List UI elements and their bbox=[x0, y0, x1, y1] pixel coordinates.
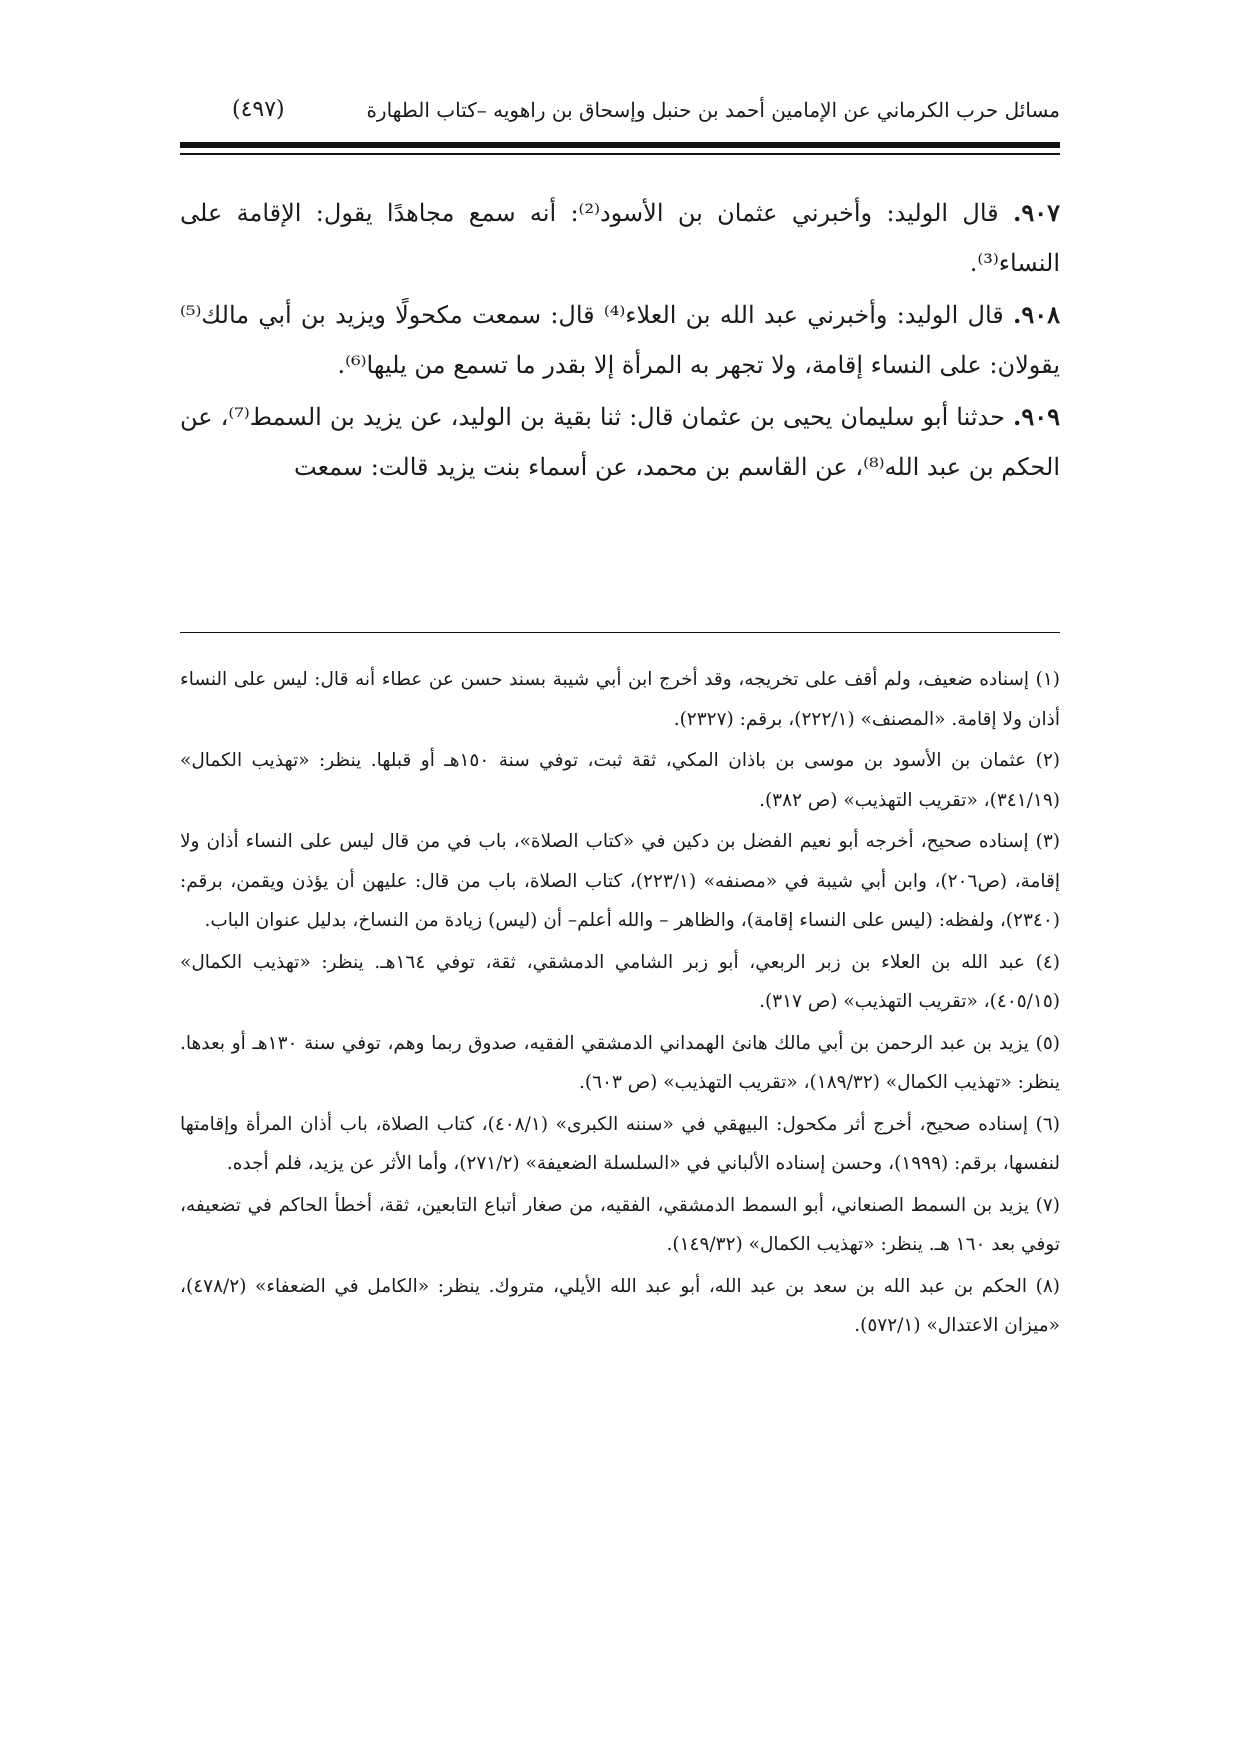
entry-907 bbox=[180, 188, 1060, 288]
footnote-5: (٥) يزيد بن عبد الرحمن بن أبي مالك هانئ الهمداني الدمشقي الفقيه، صدوق ربما وهم، توفي سنة ١٣٠هـ أو بعدها. ينظر: «تهذيب الكمال» (١٨٩/٣٢)، «تقريب التهذيب» (ص ٦٠٣). bbox=[180, 1032, 1060, 1093]
entry-number: ٩٠٩. bbox=[1012, 402, 1060, 431]
page-header bbox=[180, 88, 1060, 132]
main-text bbox=[180, 188, 1060, 494]
footnote-4: (٤) عبد الله بن العلاء بن زبر الربعي، أبو زبر الشامي الدمشقي، ثقة، توفي ١٦٤هـ. ينظر: «تهذيب الكمال» (٤٠٥/١٥)، «تقريب التهذيب» (ص ٣١٧). bbox=[180, 951, 1060, 1012]
footnote-3: (٣) إسناده صحيح، أخرجه أبو نعيم الفضل بن دكين في «كتاب الصلاة»، باب في من قال ليس على النساء أذان ولا إقامة، (ص٢٠٦)، وابن أبي شيبة في «مصنفه» (٢٢٣/١)، كتاب الصلاة، باب من قال: عليهن أن يؤذن ويقمن، برقم: (٢٣٤٠)، ولفظه: (ليس على النساء إقامة)، والظاهر – والله أعلم– أن (ليس) زيادة من النساخ، بدليل عنوان الباب. bbox=[180, 831, 1060, 931]
entry-number: ٩٠٧. bbox=[1012, 198, 1060, 227]
running-title: مسائل حرب الكرماني عن الإمامين أحمد بن حنبل وإسحاق بن راهويه –كتاب الطهارة bbox=[366, 98, 1060, 122]
footnote-7: (٧) يزيد بن السمط الصنعاني، أبو السمط الدمشقي، الفقيه، من صغار أتباع التابعين، ثقة، أخطأ الحاكم في تضعيفه، توفي بعد ١٦٠ هـ. ينظر: «تهذيب الكمال» (١٤٩/٣٢). bbox=[180, 1194, 1060, 1255]
entry-text: قال الوليد: وأخبرني عبد الله بن العلاء⁽⁴⁾ قال: سمعت مكحولًا ويزيد بن أبي مالك⁽⁵⁾ يقولان: على النساء إقامة، ولا تجهر به المرأة إلا بقدر ما تسمع من يليها⁽⁶⁾. bbox=[180, 301, 1060, 379]
entry-909 bbox=[180, 392, 1060, 492]
header-rule-thick bbox=[180, 142, 1060, 148]
footnote-2: (٢) عثمان بن الأسود بن موسى بن باذان المكي، ثقة ثبت، توفي سنة ١٥٠هـ أو قبلها. ينظر: «تهذيب الكمال» (٣٤١/١٩)، «تقريب التهذيب» (ص ٣٨٢). bbox=[180, 750, 1060, 811]
footnote-6: (٦) إسناده صحيح، أخرج أثر مكحول: البيهقي في «سننه الكبرى» (٤٠٨/١)، كتاب الصلاة، باب أذان المرأة وإقامتها لنفسها، برقم: (١٩٩٩)، وحسن إسناده الألباني في «السلسلة الضعيفة» (٢٧١/٢)، وأما الأثر عن يزيد، فلم أجده. bbox=[180, 1113, 1060, 1174]
entry-908 bbox=[180, 290, 1060, 390]
page-number: (٤٩٧) bbox=[232, 97, 285, 122]
footnote-8: (٨) الحكم بن عبد الله بن سعد بن عبد الله، أبو عبد الله الأيلي، متروك. ينظر: «الكامل في الضعفاء» (٤٧٨/٢)، «ميزان الاعتدال» (٥٧٢/١). bbox=[180, 1275, 1060, 1336]
footnotes bbox=[180, 660, 1060, 1346]
header-rule-thin bbox=[180, 153, 1060, 155]
footnote-1: (١) إسناده ضعيف، ولم أقف على تخريجه، وقد أخرج ابن أبي شيبة بسند حسن عن عطاء أنه قال: ليس على النساء أذان ولا إقامة. «المصنف» (٢٢٢/١)، برقم: (٢٣٢٧). bbox=[180, 669, 1060, 730]
footnote-separator bbox=[180, 632, 1060, 633]
entry-text: قال الوليد: وأخبرني عثمان بن الأسود⁽²⁾: أنه سمع مجاهدًا يقول: الإقامة على النساء⁽³⁾. bbox=[180, 199, 1060, 277]
entry-text: حدثنا أبو سليمان يحيى بن عثمان قال: ثنا بقية بن الوليد، عن يزيد بن السمط⁽⁷⁾، عن الحكم بن عبد الله⁽⁸⁾، عن القاسم بن محمد، عن أسماء بنت يزيد قالت: سمعت bbox=[180, 403, 1060, 481]
entry-number: ٩٠٨. bbox=[1012, 300, 1060, 329]
